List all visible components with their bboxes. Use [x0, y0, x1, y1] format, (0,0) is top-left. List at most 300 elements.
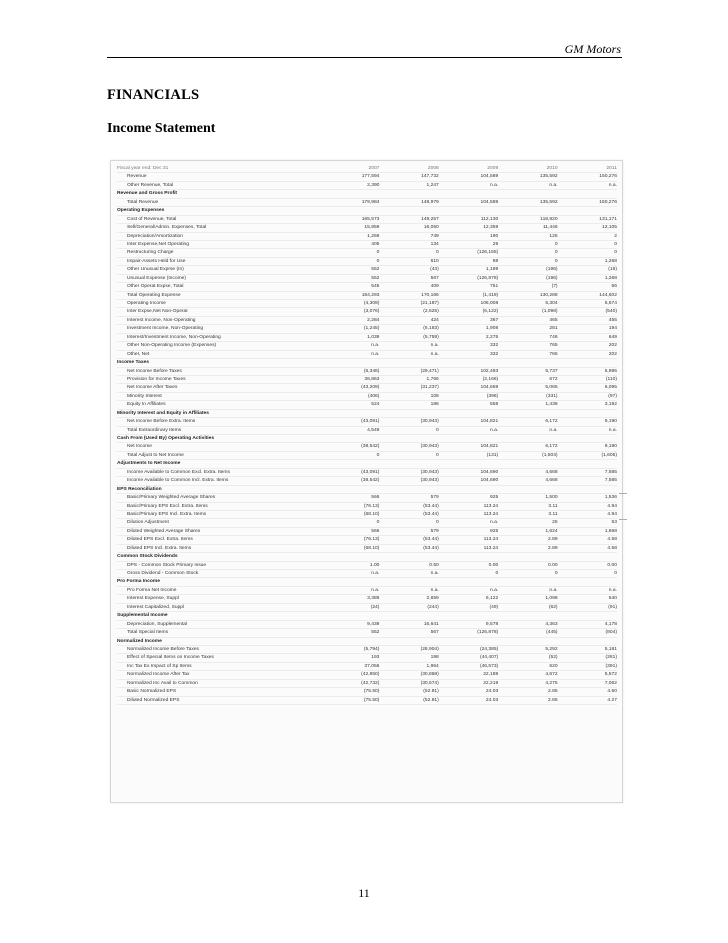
- table-cell: [498, 207, 557, 214]
- table-cell: 332: [490, 351, 499, 357]
- table-row: [117, 469, 617, 477]
- table-cell: 0: [554, 571, 558, 576]
- table-cell: n.a.: [490, 587, 499, 593]
- table-cell: n.a.: [490, 520, 499, 526]
- table-cell: 56: [611, 284, 617, 290]
- row-label: Minority Interest and Equity in Affiliates: [117, 410, 209, 416]
- table-row: [117, 393, 617, 401]
- row-label: Total Special Items: [127, 630, 169, 636]
- table-row: [117, 368, 617, 376]
- table-cell: 7,062: [604, 680, 617, 686]
- table-cell: 135,592: [539, 174, 558, 180]
- table-cell: n.a.: [490, 182, 499, 188]
- row-label: Interest/Investment Income, Non-Operating: [127, 334, 221, 340]
- table-cell: [439, 207, 498, 214]
- table-cell: [498, 359, 557, 366]
- table-cell: [498, 410, 557, 417]
- table-row: [117, 688, 617, 696]
- table-row: [117, 595, 617, 603]
- table-row: [117, 629, 617, 637]
- table-cell: 1,098: [545, 596, 558, 602]
- table-cell: 150,276: [599, 174, 617, 180]
- section-header-row: [117, 207, 617, 215]
- row-label: Unusual Expense (Income): [127, 275, 186, 281]
- table-cell: (126,878): [477, 630, 499, 636]
- row-label: Interest Capitalized, Suppl: [127, 604, 185, 610]
- table-cell: (1,098): [542, 309, 558, 315]
- table-cell: 5,737: [545, 368, 558, 374]
- table-cell: (30,943): [420, 419, 439, 425]
- table-cell: 925: [490, 495, 499, 501]
- table-cell: n.a.: [430, 343, 439, 349]
- table-row: [117, 503, 617, 511]
- table-cell: 3,389: [367, 596, 380, 602]
- table-cell: 104,589: [480, 199, 499, 205]
- table-cell: n.a.: [371, 343, 380, 349]
- row-label: Normalized Income: [117, 638, 162, 644]
- table-cell: 552: [371, 275, 380, 281]
- table-cell: 409: [430, 284, 439, 290]
- table-row: [117, 266, 617, 274]
- table-cell: 202: [608, 351, 617, 357]
- document-header-title: GM Motors: [564, 42, 621, 56]
- table-cell: 4,275: [545, 680, 558, 686]
- table-row: [117, 680, 617, 688]
- table-cell: 5,674: [604, 301, 617, 306]
- row-label: Gross Dividend - Common Stock: [127, 571, 199, 576]
- table-cell: 3.11: [548, 511, 558, 517]
- fiscal-year-label: Fiscal year end: Dec 31: [117, 166, 169, 171]
- table-header-row: [117, 165, 617, 173]
- table-row: [117, 494, 617, 502]
- table-row: [117, 258, 617, 266]
- table-cell: [498, 435, 557, 442]
- row-label: Income Available to Common Excl. Extra. Items: [127, 469, 230, 475]
- table-cell: (1,419): [482, 292, 499, 298]
- table-cell: [558, 435, 617, 442]
- section-header-row: [117, 553, 617, 561]
- table-row: [117, 308, 617, 316]
- table-cell: 749: [430, 233, 439, 239]
- table-row: [117, 233, 617, 241]
- table-row: [117, 283, 617, 291]
- table-cell: [498, 553, 557, 560]
- table-cell: (6,183): [423, 326, 439, 332]
- table-cell: (391): [605, 663, 617, 669]
- table-cell: (43,091): [361, 469, 380, 475]
- year-header: 2010: [546, 166, 558, 171]
- table-cell: 9,578: [485, 621, 499, 627]
- table-cell: 118,920: [540, 216, 558, 222]
- row-label: Common Stock Dividends: [117, 554, 178, 560]
- table-row: [117, 545, 617, 553]
- table-cell: [439, 435, 498, 442]
- table-cell: 25: [552, 520, 558, 526]
- table-cell: 1,268: [604, 275, 617, 281]
- table-cell: 332: [490, 343, 499, 349]
- table-cell: 198: [430, 655, 439, 661]
- table-cell: 106,008: [480, 301, 499, 306]
- subsection-title: Income Statement: [107, 121, 216, 136]
- section-header-row: [117, 578, 617, 586]
- table-cell: [439, 486, 498, 493]
- table-cell: (53.44): [423, 537, 439, 543]
- table-cell: (540): [605, 309, 617, 315]
- table-cell: 102,493: [480, 368, 499, 374]
- table-cell: 104,821: [480, 419, 499, 425]
- table-cell: [558, 553, 617, 560]
- table-row: [117, 697, 617, 705]
- year-header: 2011: [606, 166, 617, 171]
- table-cell: 4.58: [607, 545, 617, 551]
- table-cell: 5,181: [604, 646, 617, 652]
- table-cell: 15,959: [364, 225, 380, 231]
- table-cell: [320, 190, 379, 197]
- table-row: [117, 199, 617, 207]
- table-cell: 1,039: [367, 334, 380, 340]
- table-cell: 1,668: [604, 528, 617, 534]
- table-cell: 179,984: [361, 199, 380, 205]
- table-cell: 184,293: [361, 292, 380, 298]
- table-row: [117, 646, 617, 654]
- table-cell: [439, 359, 498, 366]
- table-cell: n.a.: [371, 571, 380, 576]
- table-cell: 0: [436, 452, 439, 458]
- table-cell: 6,172: [545, 419, 558, 425]
- row-label: Net Income Before Extra. Items: [127, 419, 196, 425]
- table-cell: (1,605): [601, 452, 617, 458]
- table-cell: (24,385): [479, 646, 499, 652]
- table-cell: 9,190: [604, 419, 617, 425]
- row-label: Pro Forma Income: [117, 579, 160, 585]
- row-label: Cash From (Used By) Operating Activities: [117, 436, 215, 441]
- table-cell: 0: [495, 571, 499, 576]
- table-cell: [439, 578, 498, 585]
- table-body: [117, 173, 617, 705]
- row-label: Inter Expse,Net Non-Operat: [127, 309, 188, 315]
- table-cell: (31,237): [420, 385, 439, 391]
- table-cell: [558, 578, 617, 585]
- table-row: [117, 275, 617, 283]
- table-cell: (44,407): [479, 655, 499, 661]
- table-row: [117, 317, 617, 325]
- table-cell: 1,624: [545, 528, 558, 534]
- table-cell: 22,219: [483, 680, 499, 686]
- table-cell: [558, 486, 617, 493]
- row-label: Total Extraordinary Items: [127, 427, 182, 433]
- table-cell: [320, 578, 379, 585]
- row-label: Supplemental Income: [117, 613, 168, 619]
- table-cell: (30,943): [420, 469, 439, 475]
- row-label: DPS - Common Stock Primary Issue: [127, 562, 207, 568]
- table-cell: (28,904): [420, 646, 439, 652]
- year-header: 2007: [368, 166, 380, 171]
- table-cell: (42,850): [361, 672, 380, 678]
- row-label: Diluted Normalized EPS: [127, 697, 180, 703]
- table-row: [117, 224, 617, 232]
- row-label: Net Income After Taxes: [127, 385, 178, 391]
- section-title: FINANCIALS: [107, 87, 200, 103]
- table-cell: (76.13): [363, 503, 380, 509]
- table-cell: 112,130: [480, 216, 499, 222]
- table-cell: (53.44): [423, 545, 439, 551]
- table-cell: 0: [614, 241, 617, 247]
- table-cell: 5,292: [545, 646, 558, 652]
- table-row: [117, 452, 617, 460]
- table-cell: (5,759): [423, 334, 439, 340]
- table-cell: 424: [430, 317, 439, 323]
- table-cell: 0: [376, 452, 380, 458]
- table-cell: (6,122): [482, 309, 499, 315]
- table-cell: (331): [546, 393, 558, 399]
- table-cell: 4,672: [545, 672, 558, 678]
- table-cell: 113.24: [483, 537, 499, 543]
- table-cell: 4.58: [607, 537, 617, 543]
- table-cell: 53: [611, 520, 617, 526]
- row-label: Depreciation, Supplemental: [127, 621, 188, 627]
- row-label: Adjustments to Net Income: [117, 461, 181, 467]
- row-label: Operating Expenses: [117, 208, 165, 214]
- table-cell: 202: [608, 343, 617, 349]
- table-row: [117, 418, 617, 426]
- table-row: [117, 249, 617, 257]
- table-cell: 104,690: [480, 469, 499, 475]
- table-cell: 24.03: [485, 697, 499, 703]
- table-row: [117, 562, 617, 570]
- table-cell: [379, 578, 438, 585]
- table-cell: 5,985: [604, 368, 617, 374]
- table-cell: 545: [371, 284, 380, 290]
- table-cell: 104,659: [480, 385, 499, 391]
- table-row: [117, 443, 617, 451]
- table-cell: 150,276: [599, 199, 617, 205]
- table-row: [117, 182, 617, 190]
- table-cell: (445): [546, 630, 558, 636]
- row-label: Basic/Primary Weighted Average Shares: [127, 495, 216, 501]
- table-cell: 2.89: [548, 545, 558, 551]
- table-cell: 113.24: [483, 545, 499, 551]
- margin-mark: [619, 493, 627, 494]
- table-cell: (5,794): [363, 646, 380, 652]
- row-label: Investment Income, Non-Operating: [127, 326, 204, 332]
- table-cell: 1,259: [367, 233, 380, 239]
- table-cell: 125: [549, 233, 558, 239]
- table-cell: n.a.: [608, 182, 617, 188]
- table-cell: [439, 190, 498, 197]
- table-cell: [498, 612, 557, 619]
- table-cell: 0: [554, 250, 558, 256]
- table-cell: 2,275: [485, 334, 499, 340]
- table-cell: (30,943): [420, 478, 439, 484]
- table-cell: 0: [554, 241, 558, 247]
- table-cell: [558, 410, 617, 417]
- table-cell: [379, 612, 438, 619]
- row-label: Impair-Assets Held for Use: [127, 258, 186, 264]
- table-row: [117, 384, 617, 392]
- row-label: Other Non-Operating Income (Expenses): [127, 343, 217, 349]
- table-cell: 134: [430, 241, 439, 247]
- table-cell: (30,868): [420, 672, 439, 678]
- row-label: Minority Interest: [127, 393, 162, 399]
- table-cell: [498, 460, 557, 467]
- table-cell: 36,863: [364, 376, 380, 382]
- table-row: [117, 342, 617, 350]
- table-cell: (68.10): [363, 545, 380, 551]
- table-cell: (75.50): [363, 689, 380, 695]
- table-cell: 524: [371, 402, 380, 408]
- table-row: [117, 519, 617, 527]
- table-cell: [558, 207, 617, 214]
- table-cell: (110): [605, 376, 617, 382]
- table-cell: (97): [608, 393, 617, 399]
- table-cell: (24): [370, 604, 380, 610]
- table-cell: 4,668: [545, 478, 558, 484]
- table-row: [117, 427, 617, 435]
- row-label: Basic Normalized EPS: [127, 689, 177, 695]
- table-row: [117, 351, 617, 359]
- table-cell: 6,095: [604, 385, 617, 391]
- table-cell: 3.11: [548, 503, 558, 509]
- table-cell: 4,549: [367, 427, 380, 433]
- table-cell: (68.10): [363, 511, 380, 517]
- table-cell: (2,525): [423, 309, 439, 315]
- section-header-row: [117, 612, 617, 620]
- table-cell: 0: [614, 571, 617, 576]
- table-cell: 0: [554, 258, 558, 264]
- row-label: Total Operating Expense: [127, 292, 181, 298]
- table-cell: 194: [608, 326, 617, 332]
- row-label: Income Taxes: [117, 360, 149, 366]
- row-label: Inc Tax Ex Impact of Sp Items: [127, 663, 192, 669]
- table-cell: n.a.: [549, 427, 558, 433]
- row-label: Revenue and Gross Profit: [117, 191, 178, 197]
- table-cell: [320, 359, 379, 366]
- section-header-row: [117, 486, 617, 494]
- table-cell: n.a.: [490, 427, 499, 433]
- year-header: 2009: [487, 166, 499, 171]
- row-label: Sell/General/Admin. Expenses, Total: [127, 225, 207, 231]
- table-cell: (38,542): [361, 444, 380, 450]
- table-row: [117, 663, 617, 671]
- table-cell: (7): [551, 284, 558, 290]
- row-label: Diluted EPS Incl. Extra. Items: [127, 545, 192, 551]
- row-label: Other Revenue, Total: [127, 182, 174, 188]
- table-cell: (1,504): [542, 452, 558, 458]
- table-cell: 6,122: [485, 596, 499, 602]
- table-cell: 5,572: [604, 672, 617, 678]
- table-row: [117, 621, 617, 629]
- table-cell: n.a.: [371, 351, 380, 357]
- table-cell: [320, 612, 379, 619]
- table-cell: 4.94: [607, 503, 617, 509]
- table-cell: (43,091): [361, 419, 380, 425]
- table-cell: 16,641: [423, 621, 439, 627]
- table-cell: 4.60: [607, 689, 617, 695]
- table-cell: (406): [367, 393, 380, 399]
- table-cell: [439, 638, 498, 645]
- table-cell: (62): [548, 604, 558, 610]
- table-cell: 3,192: [604, 402, 617, 408]
- table-cell: 22,188: [483, 672, 499, 678]
- table-cell: 579: [430, 528, 439, 534]
- table-cell: (30,943): [420, 444, 439, 450]
- table-cell: 540: [608, 596, 617, 602]
- row-label: Normalized Inc Avail to Common: [127, 680, 198, 686]
- table-cell: 113.24: [483, 503, 499, 509]
- margin-mark: [619, 519, 627, 520]
- row-label: Effect of Special Items on Income Taxes: [127, 655, 214, 661]
- table-cell: [320, 410, 379, 417]
- row-label: Equity In Affiliates: [127, 402, 166, 408]
- table-cell: [320, 207, 379, 214]
- table-cell: [379, 435, 438, 442]
- table-cell: n.a.: [430, 351, 439, 357]
- table-cell: 610: [430, 258, 439, 264]
- row-label: Net Income Before Taxes: [127, 368, 182, 374]
- table-cell: 12,359: [483, 225, 499, 231]
- table-cell: 1,268: [604, 258, 617, 264]
- table-cell: [320, 460, 379, 467]
- row-label: Revenue: [127, 174, 147, 180]
- table-cell: [498, 638, 557, 645]
- row-label: EPS Reconciliation: [117, 486, 162, 492]
- table-row: [117, 292, 617, 300]
- table-cell: 579: [430, 495, 439, 501]
- table-cell: 1,438: [545, 402, 558, 408]
- table-cell: 0: [436, 427, 439, 433]
- row-label: Basic/Primary EPS Incl. Extra. Items: [127, 511, 207, 517]
- table-cell: [379, 359, 438, 366]
- row-label: Inter Expense,Net Operating: [127, 241, 189, 247]
- table-cell: (76.13): [363, 537, 380, 543]
- table-row: [117, 587, 617, 595]
- table-cell: 566: [371, 528, 380, 534]
- table-cell: [439, 553, 498, 560]
- table-cell: [498, 190, 557, 197]
- table-cell: n.a.: [608, 587, 617, 593]
- table-cell: (804): [605, 630, 617, 636]
- table-cell: 672: [549, 376, 558, 382]
- table-cell: (38,542): [361, 478, 380, 484]
- table-cell: 2.85: [548, 689, 558, 695]
- table-cell: n.a.: [549, 587, 558, 593]
- table-cell: (53.44): [423, 503, 439, 509]
- table-cell: 567: [430, 275, 439, 281]
- table-cell: [379, 207, 438, 214]
- table-cell: (52.81): [423, 689, 439, 695]
- section-header-row: [117, 410, 617, 418]
- table-cell: 751: [490, 284, 499, 290]
- table-cell: (52): [548, 655, 558, 661]
- year-header: 2008: [427, 166, 439, 171]
- table-cell: 5,065: [545, 385, 558, 391]
- row-label: Total Revenue: [127, 199, 159, 205]
- table-cell: (4,309): [363, 301, 380, 306]
- table-cell: 367: [490, 317, 499, 323]
- table-cell: 12,105: [601, 225, 617, 231]
- table-cell: 1,766: [426, 376, 439, 382]
- table-cell: 1,500: [545, 495, 558, 501]
- table-cell: (396): [486, 393, 499, 399]
- table-cell: 1,536: [604, 495, 617, 501]
- row-label: Other Unusual Exprse (In): [127, 267, 184, 273]
- table-cell: 4,668: [545, 469, 558, 475]
- table-cell: 108: [430, 393, 439, 399]
- table-cell: [379, 190, 438, 197]
- section-header-row: [117, 435, 617, 443]
- table-cell: 113.24: [483, 511, 499, 517]
- table-cell: 0.00: [548, 562, 558, 568]
